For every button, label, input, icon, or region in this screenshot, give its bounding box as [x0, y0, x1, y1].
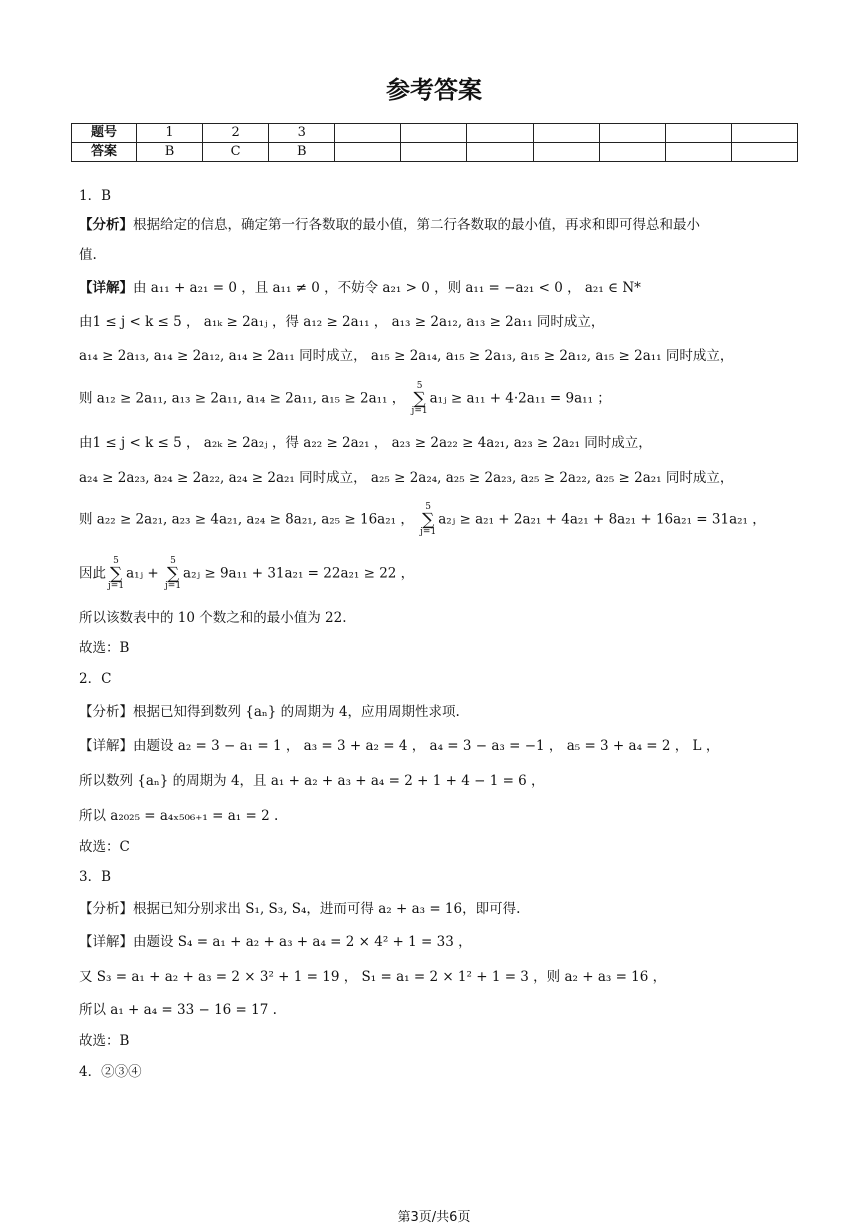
number-cell: 1: [137, 124, 203, 143]
q1-line: a₂₄ ≥ 2a₂₃, a₂₄ ≥ 2a₂₂, a₂₄ ≥ 2a₂₁ 同时成立， a₂₅ ≥ 2a₂₄, a₂₅ ≥ 2a₂₃, a₂₅ ≥ 2a₂₂, a₂₅ ≥ 2a₂₁ 同时成立，: [79, 470, 734, 486]
q1-line-text: a₁ⱼ ≥ a₁₁ + 4·2a₁₁ = 9a₁₁ ；: [429, 390, 611, 407]
q1-choice: 故选：B: [79, 640, 130, 656]
q1-line: 由1 ≤ j < k ≤ 5 ， a₂ₖ ≥ 2a₂ⱼ ，得 a₂₂ ≥ 2a₂₁ ， a₂₃ ≥ 2a₂₂ ≥ 4a₂₁, a₂₃ ≥ 2a₂₁ 同时成立，: [79, 435, 652, 451]
number-cell: [731, 124, 797, 143]
detail-tag: 【详解】: [79, 280, 133, 296]
q3-detail: 【详解】由题设 S₄ = a₁ + a₂ + a₃ + a₄ = 2 × 4² + 1 = 33 ，: [79, 934, 472, 950]
sigma-symbol: 5 ∑ j=1: [420, 502, 437, 537]
q1-line-sum: [79, 382, 611, 416]
q1-line: 由1 ≤ j < k ≤ 5 ， a₁ₖ ≥ 2a₁ⱼ ，得 a₁₂ ≥ 2a₁₁ ， a₁₃ ≥ 2a₁₂, a₁₃ ≥ 2a₁₁ 同时成立，: [79, 314, 605, 330]
number-cell: [533, 124, 599, 143]
answer-table: [71, 123, 798, 162]
q3-heading: 3．B: [79, 869, 112, 885]
answer-cell: B: [137, 143, 203, 162]
number-cell: 3: [269, 124, 335, 143]
sigma-symbol: 5 ∑ j=1: [411, 381, 428, 416]
answer-cell: [665, 143, 731, 162]
q1-line-text: 则 a₁₂ ≥ 2a₁₁, a₁₃ ≥ 2a₁₁, a₁₄ ≥ 2a₁₁, a₁₅ ≥ 2a₁₁ ，: [79, 390, 410, 407]
sigma-upper: 5: [416, 381, 423, 391]
analysis-text: 根据给定的信息，确定第一行各数取的最小值，第二行各数取的最小值，再求和即可得总和最小: [133, 217, 700, 233]
header-label: 题号: [72, 124, 137, 143]
q1-heading: 1．B: [79, 188, 112, 204]
q1-detail-line: [79, 278, 641, 298]
q4-heading: 4．②③④: [79, 1064, 142, 1080]
q2-analysis: 【分析】根据已知得到数列 {aₙ} 的周期为 4，应用周期性求项.: [79, 704, 460, 720]
q1-line-sum: [79, 503, 766, 537]
q2-choice: 故选：C: [79, 839, 130, 855]
number-cell: [401, 124, 467, 143]
detail-text: 由 a₁₁ + a₂₁ = 0 ，且 a₁₁ ≠ 0 ，不妨令 a₂₁ > 0 ，则 a₁₁ = −a₂₁ < 0 ， a₂₁ ∈ N*: [133, 280, 641, 296]
sigma-lower: j=1: [420, 527, 437, 537]
answer-cell: [533, 143, 599, 162]
number-cell: 2: [203, 124, 269, 143]
sigma-lower: j=1: [411, 406, 428, 416]
q3-choice: 故选：B: [79, 1033, 130, 1049]
number-cell: [335, 124, 401, 143]
table-row-numbers: [72, 124, 798, 143]
page-footer: 第3页/共6页: [397, 1210, 471, 1225]
sigma-symbol: 5 ∑ j=1: [164, 556, 182, 591]
q1-analysis: [79, 215, 700, 235]
answer-cell: B: [269, 143, 335, 162]
q1-line-text: a₂ⱼ ≥ a₂₁ + 2a₂₁ + 4a₂₁ + 8a₂₁ + 16a₂₁ = 31a₂₁ ，: [438, 511, 766, 528]
answer-cell: [335, 143, 401, 162]
answer-cell: [599, 143, 665, 162]
sigma-lower: j=1: [164, 581, 182, 591]
q1-line-text: a₂ⱼ ≥ 9a₁₁ + 31a₂₁ = 22a₂₁ ≥ 22 ，: [183, 565, 415, 582]
q3-line: 所以 a₁ + a₄ = 33 − 16 = 17 .: [79, 1002, 277, 1018]
q1-line: a₁₄ ≥ 2a₁₃, a₁₄ ≥ 2a₁₂, a₁₄ ≥ 2a₁₁ 同时成立， a₁₅ ≥ 2a₁₄, a₁₅ ≥ 2a₁₃, a₁₅ ≥ 2a₁₂, a₁₅ ≥ 2a₁₁ 同时成立，: [79, 348, 734, 364]
answer-label: 答案: [72, 143, 137, 162]
q1-line-text: 则 a₂₂ ≥ 2a₂₁, a₂₃ ≥ 4a₂₁, a₂₄ ≥ 8a₂₁, a₂₅ ≥ 16a₂₁ ，: [79, 511, 419, 528]
analysis-tag: 【分析】: [79, 217, 133, 233]
sigma-upper: 5: [425, 502, 432, 512]
table-row-answers: [72, 143, 798, 162]
q1-line-sum: [79, 557, 414, 591]
sigma-symbol: 5 ∑ j=1: [108, 556, 125, 591]
page-title: 参考答案: [386, 76, 482, 104]
sigma-upper: 5: [170, 556, 176, 566]
number-cell: [665, 124, 731, 143]
sigma-lower: j=1: [108, 581, 125, 591]
answer-cell: [467, 143, 533, 162]
q2-heading: 2．C: [79, 671, 112, 687]
answer-cell: [401, 143, 467, 162]
q2-line: 所以数列 {aₙ} 的周期为 4，且 a₁ + a₂ + a₃ + a₄ = 2 + 1 + 4 − 1 = 6 ，: [79, 773, 545, 789]
sigma-upper: 5: [113, 556, 119, 566]
number-cell: [599, 124, 665, 143]
q1-analysis-cont: 值.: [79, 247, 97, 263]
q1-line-text: 因此: [79, 565, 106, 582]
q2-line: 所以 a₂₀₂₅ = a₄ₓ₅₀₆₊₁ = a₁ = 2 .: [79, 808, 279, 824]
q3-line: 又 S₃ = a₁ + a₂ + a₃ = 2 × 3² + 1 = 19 ， S₁ = a₁ = 2 × 1² + 1 = 3 ，则 a₂ + a₃ = 16 ，: [79, 969, 667, 985]
q2-detail: 【详解】由题设 a₂ = 3 − a₁ = 1 ， a₃ = 3 + a₂ = 4 ， a₄ = 3 − a₃ = −1 ， a₅ = 3 + a₄ = 2 ， L ，: [79, 738, 720, 754]
q1-line-text: a₁ⱼ +: [126, 565, 163, 582]
number-cell: [467, 124, 533, 143]
q3-analysis: 【分析】根据已知分别求出 S₁, S₃, S₄，进而可得 a₂ + a₃ = 16，即可得.: [79, 901, 521, 917]
answer-cell: C: [203, 143, 269, 162]
answer-cell: [731, 143, 797, 162]
q1-conclusion: 所以该数表中的 10 个数之和的最小值为 22.: [79, 610, 347, 626]
